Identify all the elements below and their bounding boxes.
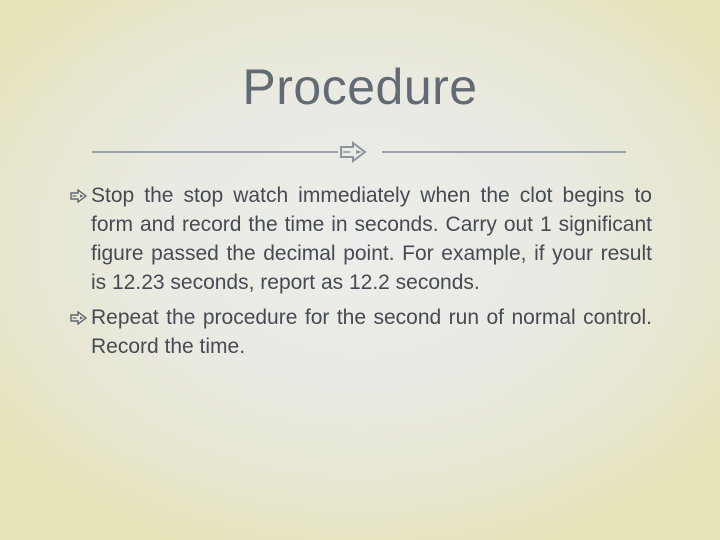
bullet-item-1 [70, 181, 652, 297]
list-bullet-icon [70, 189, 89, 203]
title-divider-right [382, 151, 626, 153]
list-bullet-icon [70, 311, 89, 325]
bullet-item-2 [70, 303, 652, 361]
slide-title: Procedure [242, 59, 478, 115]
slide-body [70, 181, 652, 367]
title-ornament-icon [338, 140, 382, 164]
bullet-text-1: Stop the stop watch immediately when the clot begins to form and record the time in seconds. Carry out 1 significant figure passed the decimal point. For example, if your result is 12.23 seconds, report as 12.2 seconds. [91, 184, 652, 294]
title-divider-left [92, 151, 338, 153]
bullet-text-2: Repeat the procedure for the second run of normal control. Record the time. [91, 306, 652, 358]
